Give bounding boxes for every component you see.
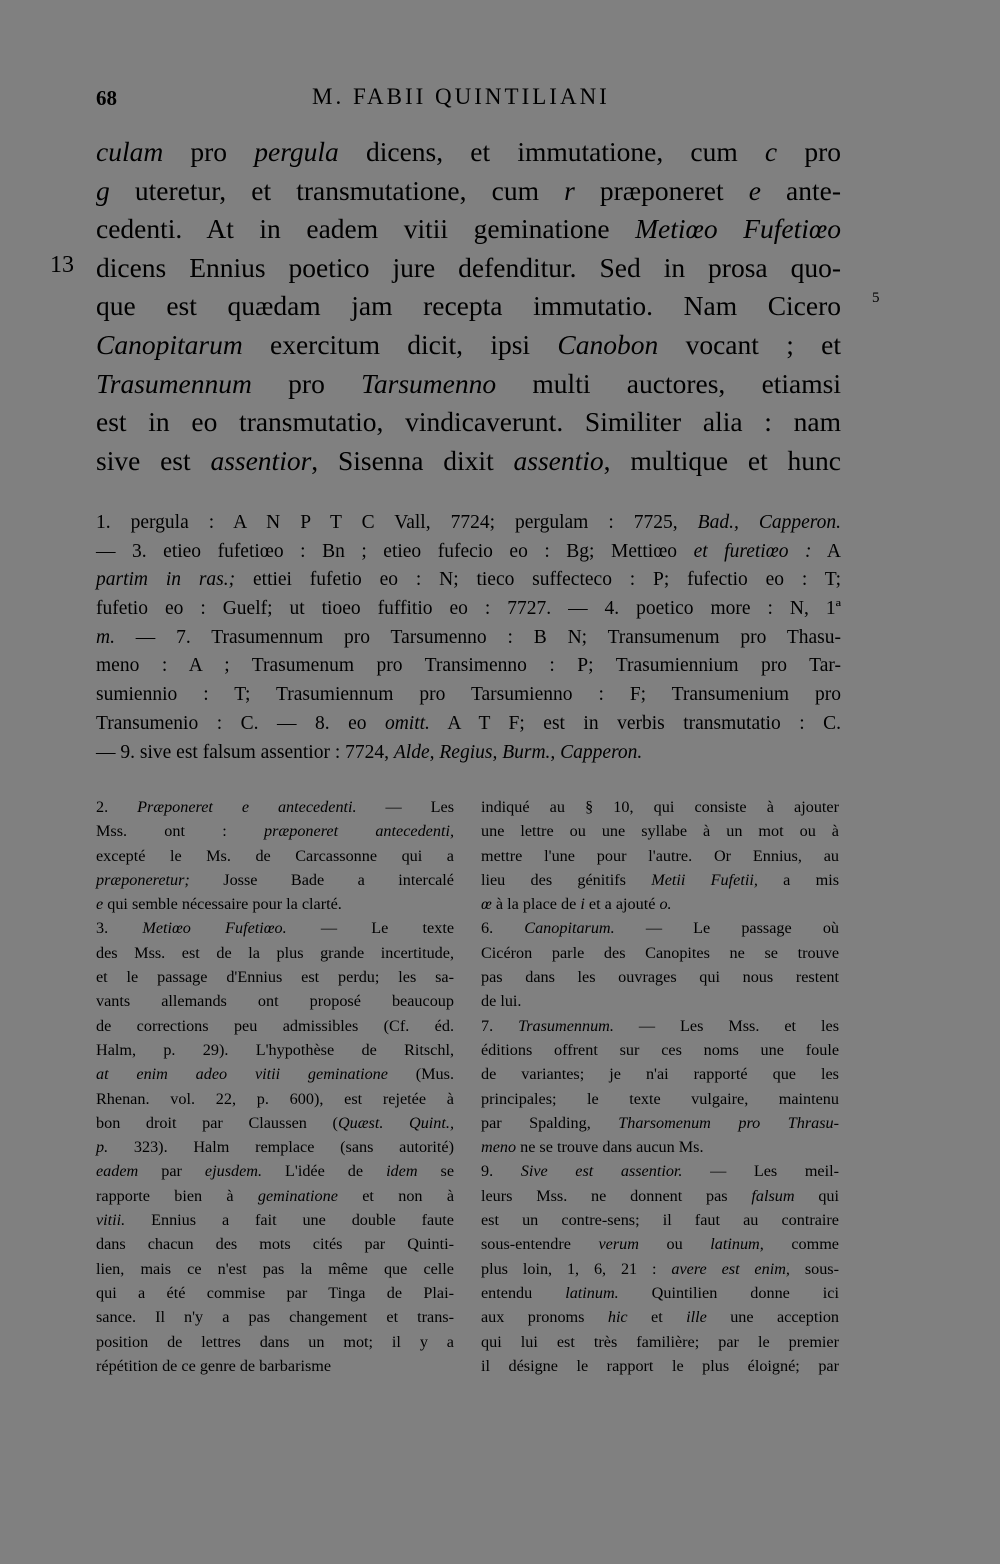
text-segment: ou xyxy=(638,1235,711,1254)
text-segment: bon droit par Claussen ( xyxy=(96,1113,338,1132)
text-segment: ante- xyxy=(760,174,842,206)
text-segment: Bad., Capperon. xyxy=(697,512,841,533)
text-segment: qui lui est très familière; par le premier xyxy=(481,1332,839,1351)
text-line xyxy=(481,916,839,940)
text-segment: sous-entendre xyxy=(481,1235,599,1254)
text-line xyxy=(96,989,454,1013)
text-line xyxy=(481,1257,839,1281)
text-segment: vitii. xyxy=(96,1211,126,1230)
text-segment: g xyxy=(96,174,110,206)
text-segment: uteretur, et transmutatione, cum xyxy=(109,174,565,206)
text-segment: idem xyxy=(386,1162,418,1181)
text-segment: partim in ras.; xyxy=(96,569,236,591)
text-line xyxy=(96,210,841,249)
text-line xyxy=(96,133,841,172)
text-line xyxy=(96,1330,454,1354)
text-line xyxy=(481,989,839,1013)
text-segment: Præponeret e antecedenti. xyxy=(137,798,357,816)
text-line xyxy=(96,739,841,768)
text-line xyxy=(481,1087,839,1111)
text-line xyxy=(96,365,841,404)
text-segment: leurs Mss. ne donnent pas xyxy=(481,1186,752,1205)
text-line xyxy=(96,326,841,365)
text-segment: latinum. xyxy=(565,1283,619,1302)
text-segment: sous- xyxy=(789,1259,839,1278)
text-segment: Metiœo Fufetiœo xyxy=(635,213,841,245)
text-segment: 3. xyxy=(96,919,143,938)
text-line xyxy=(96,941,454,965)
text-line xyxy=(481,1111,839,1135)
text-line xyxy=(96,538,841,567)
text-segment: præponeret antecedenti, xyxy=(264,822,454,841)
text-segment: une acception xyxy=(706,1308,840,1327)
text-segment: pas dans les ouvrages qui nous restent xyxy=(481,968,839,987)
text-segment: — Les Mss. et les xyxy=(613,1016,839,1035)
text-segment: eadem xyxy=(96,1162,139,1181)
text-segment: Mss. ont : xyxy=(96,822,265,841)
text-line xyxy=(96,1159,454,1183)
text-segment: — Les meil- xyxy=(682,1162,839,1181)
apparatus-criticus xyxy=(96,509,841,767)
text-segment: est un contre-sens; il faut au contraire xyxy=(481,1211,839,1230)
text-segment: præponeret xyxy=(574,174,749,206)
text-segment: entendu xyxy=(481,1283,566,1302)
text-line xyxy=(96,1208,454,1232)
text-line xyxy=(96,652,841,681)
text-line xyxy=(96,710,841,739)
text-segment: e xyxy=(96,895,104,914)
text-line xyxy=(96,172,841,211)
text-line xyxy=(96,1038,454,1062)
text-line xyxy=(481,795,839,819)
text-line xyxy=(96,566,841,595)
text-line xyxy=(96,819,454,843)
text-segment: ettiei fufetio eo : N; tieco suffecteco : P; fufectio eo : T; xyxy=(235,569,841,591)
text-segment: est in eo transmutatio, vindicaverunt. Similiter alia : nam xyxy=(96,406,841,438)
text-segment: — 9. sive est falsum assentior : 7724, xyxy=(96,741,394,763)
text-segment: Canobon xyxy=(557,328,659,360)
text-line xyxy=(96,509,841,538)
text-line xyxy=(96,1135,454,1159)
text-segment: Halm, p. 29). L'hypothèse de Ritschl, xyxy=(96,1040,454,1059)
text-line xyxy=(96,1062,454,1086)
text-line xyxy=(481,868,839,892)
text-line xyxy=(96,1232,454,1256)
text-segment: Canopitarum xyxy=(96,328,243,360)
text-segment: lien, mais ce n'est pas la même que celle xyxy=(96,1259,454,1278)
text-segment: et non à xyxy=(337,1186,454,1205)
text-segment: sive est xyxy=(96,444,211,476)
text-segment: dicens, et immutatione, cum xyxy=(338,136,765,167)
text-line xyxy=(96,287,841,326)
text-segment: indiqué au § 10, qui consiste à ajouter xyxy=(481,798,839,816)
text-segment: par Spalding, xyxy=(481,1113,619,1132)
text-line xyxy=(481,1135,839,1159)
text-line xyxy=(96,442,841,481)
text-segment: m. xyxy=(96,626,115,648)
text-segment: 6. xyxy=(481,919,525,938)
text-segment: sance. Il n'y a pas changement et trans- xyxy=(96,1308,454,1327)
text-segment: multi auctores, etiamsi xyxy=(496,367,841,399)
commentary-left-column xyxy=(96,795,454,1378)
commentary-right-column xyxy=(481,795,839,1378)
text-line xyxy=(96,1184,454,1208)
text-segment: que est quædam jam recepta immutatio. Nam Cicero xyxy=(96,290,841,322)
text-line xyxy=(481,1354,839,1378)
text-segment: geminatione xyxy=(257,1186,338,1205)
text-segment: qui semble nécessaire pour la clarté. xyxy=(103,895,342,914)
text-segment: dans chacun des mots cités par Quinti- xyxy=(96,1235,454,1254)
text-segment: — Le passage où xyxy=(614,919,840,938)
text-segment: ne se trouve dans aucun Ms. xyxy=(516,1138,704,1157)
text-segment: œ xyxy=(481,895,492,914)
text-line xyxy=(481,1208,839,1232)
text-segment: et a ajouté xyxy=(584,895,660,914)
text-segment: Trasumennum xyxy=(96,367,252,399)
text-line xyxy=(96,249,841,288)
running-title: M. FABII QUINTILIANI xyxy=(312,84,610,109)
text-segment: pro xyxy=(251,367,362,399)
text-segment: Tarsumenno xyxy=(361,367,497,399)
text-segment: o. xyxy=(659,895,672,914)
text-segment: aux pronoms xyxy=(481,1308,608,1327)
text-segment: L'idée de xyxy=(262,1162,387,1181)
text-line xyxy=(96,1281,454,1305)
text-segment: cedenti. At in eadem vitii geminatione xyxy=(96,213,636,245)
text-segment: vocant ; et xyxy=(658,328,841,360)
text-segment: rapporte bien à xyxy=(96,1186,258,1205)
text-segment: dicens Ennius poetico jure defenditur. Sed in prosa quo- xyxy=(96,251,841,283)
text-line xyxy=(481,1184,839,1208)
text-segment: — 3. etieo fufetiœo : Bn ; etieo fufecio eo : Bg; Mettiœo xyxy=(96,540,694,562)
text-line xyxy=(96,681,841,710)
text-segment: Tharsomenum pro Thrasu- xyxy=(618,1113,839,1132)
text-line xyxy=(481,1159,839,1183)
text-segment: Sive est assentior. xyxy=(520,1162,683,1181)
text-segment: vants allemands ont proposé beaucoup xyxy=(96,992,454,1011)
text-segment: Quæst. Quint., xyxy=(337,1113,454,1132)
text-segment: Metii Fufetii, xyxy=(651,870,758,889)
text-line xyxy=(96,916,454,940)
line-number-right: 5 xyxy=(872,290,880,306)
text-segment: Quintilien donne ici xyxy=(618,1283,839,1302)
text-segment: p. xyxy=(96,1138,109,1157)
text-line xyxy=(96,1087,454,1111)
text-segment: assentio xyxy=(513,444,604,476)
text-segment: Cicéron parle des Canopites ne se trouve xyxy=(481,943,839,962)
text-line xyxy=(481,1330,839,1354)
text-segment: i xyxy=(580,895,585,914)
text-line xyxy=(481,1062,839,1086)
text-line xyxy=(96,595,841,624)
text-segment: il désigne le rapport le plus éloigné; par xyxy=(481,1356,839,1375)
text-line xyxy=(96,844,454,868)
text-segment: comme xyxy=(763,1235,839,1254)
text-line xyxy=(96,965,454,989)
text-line xyxy=(96,892,454,916)
text-segment: répétition de ce genre de barbarisme xyxy=(96,1356,332,1375)
text-segment: de lui. xyxy=(481,992,522,1011)
text-line xyxy=(96,403,841,442)
text-segment: Metiœo Fufetiœo. xyxy=(142,919,287,938)
text-line xyxy=(96,1257,454,1281)
text-segment: Rhenan. vol. 22, p. 600), est rejetée à xyxy=(96,1089,454,1108)
text-segment: Alde, Regius, Burm., Capperon. xyxy=(393,741,643,763)
text-segment: excepté le Ms. de Carcassonne qui a xyxy=(96,846,454,865)
text-segment: une lettre ou une syllabe à un mot ou à xyxy=(481,822,839,841)
text-segment: et le passage d'Ennius est perdu; les sa- xyxy=(96,968,454,987)
text-segment: avere est enim, xyxy=(671,1259,790,1278)
text-segment: , Sisenna dixit xyxy=(311,444,514,476)
text-segment: principales; le texte vulgaire, maintenu xyxy=(481,1089,839,1108)
text-segment: des Mss. est de la plus grande incertitude, xyxy=(96,943,454,962)
text-segment: et xyxy=(627,1308,687,1327)
text-segment: sumiennio : T; Trasumiennum pro Tarsumienno : F; Transumenium pro xyxy=(96,684,841,706)
text-line xyxy=(96,868,454,892)
text-segment: plus loin, 1, 6, 21 : xyxy=(481,1259,672,1278)
text-line xyxy=(96,1014,454,1038)
text-segment: éditions offrent sur ces noms une foule xyxy=(481,1040,839,1059)
text-segment: et furetiœo : xyxy=(693,540,812,562)
text-segment: meno xyxy=(481,1138,517,1157)
main-text xyxy=(96,133,841,480)
text-segment: (Mus. xyxy=(387,1065,455,1084)
text-line xyxy=(96,1305,454,1329)
text-segment: exercitum dicit, ipsi xyxy=(242,328,558,360)
text-segment: præponeretur; xyxy=(96,870,190,889)
text-segment: lieu des génitifs xyxy=(481,870,652,889)
text-segment: qui xyxy=(794,1186,840,1205)
text-segment: mettre l'une pour l'autre. Or Ennius, au xyxy=(481,846,839,865)
text-segment: position de lettres dans un mot; il y a xyxy=(96,1332,454,1351)
text-line xyxy=(481,941,839,965)
text-segment: at enim adeo vitii geminatione xyxy=(96,1065,388,1084)
text-segment: 7. xyxy=(481,1016,519,1035)
text-segment: A T F; est in verbis transmutatio : C. xyxy=(429,712,841,734)
text-segment: a mis xyxy=(757,870,839,889)
text-segment: fufetio eo : Guelf; ut tioeo fuffitio eo : 7727. — 4. poetico more : N, 1ª xyxy=(96,598,841,620)
text-segment: ejusdem. xyxy=(204,1162,263,1181)
text-segment: pergula xyxy=(254,136,339,167)
text-line xyxy=(481,965,839,989)
text-segment: Josse Bade a intercalé xyxy=(189,870,454,889)
text-segment: qui a été commise par Tinga de Plai- xyxy=(96,1283,454,1302)
text-segment: hic xyxy=(607,1308,628,1327)
text-segment: A xyxy=(811,540,841,562)
text-line xyxy=(481,1038,839,1062)
text-segment: assentior xyxy=(210,444,312,476)
text-line xyxy=(96,624,841,653)
page-number: 68 xyxy=(96,86,117,110)
text-segment: — Les xyxy=(356,798,455,816)
text-line xyxy=(481,1281,839,1305)
text-line xyxy=(481,1014,839,1038)
text-segment: de corrections peu admissibles (Cf. éd. xyxy=(96,1016,454,1035)
text-segment: r xyxy=(564,174,575,206)
text-line xyxy=(481,892,839,916)
text-segment: meno : A ; Trasumenum pro Transimenno : P; Trasumiennium pro Tar- xyxy=(96,655,841,677)
text-line xyxy=(96,1111,454,1135)
text-segment: c xyxy=(764,136,778,167)
text-segment: 1. pergula : A N P T C Vall, 7724; pergulam : 7725, xyxy=(96,512,698,533)
text-segment: se xyxy=(417,1162,455,1181)
text-segment: Trasumennum. xyxy=(518,1016,614,1035)
text-segment: latinum, xyxy=(710,1235,764,1254)
text-segment: e xyxy=(748,174,761,206)
text-segment: à la place de xyxy=(491,895,581,914)
text-segment: 323). Halm remplace (sans autorité) xyxy=(108,1138,454,1157)
line-number-left: 13 xyxy=(50,252,74,278)
text-segment: 2. xyxy=(96,798,138,816)
text-segment: ille xyxy=(686,1308,707,1327)
text-line xyxy=(96,1354,454,1378)
text-segment: Canopitarum. xyxy=(524,919,615,938)
text-segment: , multique et hunc xyxy=(603,444,841,476)
text-line xyxy=(481,819,839,843)
text-segment: pro xyxy=(777,136,841,167)
text-segment: — 7. Trasumennum pro Tarsumenno : B N; Transumenum pro Thasu- xyxy=(114,626,841,648)
text-segment: pro xyxy=(163,136,255,167)
text-segment: Ennius a fait une double faute xyxy=(125,1211,454,1230)
text-line xyxy=(481,844,839,868)
text-segment: par xyxy=(138,1162,205,1181)
text-segment: verum xyxy=(598,1235,639,1254)
text-segment: Transumenio : C. — 8. eo xyxy=(96,712,385,734)
text-segment: 9. xyxy=(481,1162,521,1181)
text-segment: — Le texte xyxy=(286,919,455,938)
text-segment: culam xyxy=(96,136,164,167)
text-segment: omitt. xyxy=(384,712,430,734)
text-line xyxy=(481,1305,839,1329)
text-line xyxy=(481,1232,839,1256)
text-line xyxy=(96,795,454,819)
text-segment: de variantes; je n'ai rapporté que les xyxy=(481,1065,839,1084)
text-segment: falsum xyxy=(751,1186,795,1205)
